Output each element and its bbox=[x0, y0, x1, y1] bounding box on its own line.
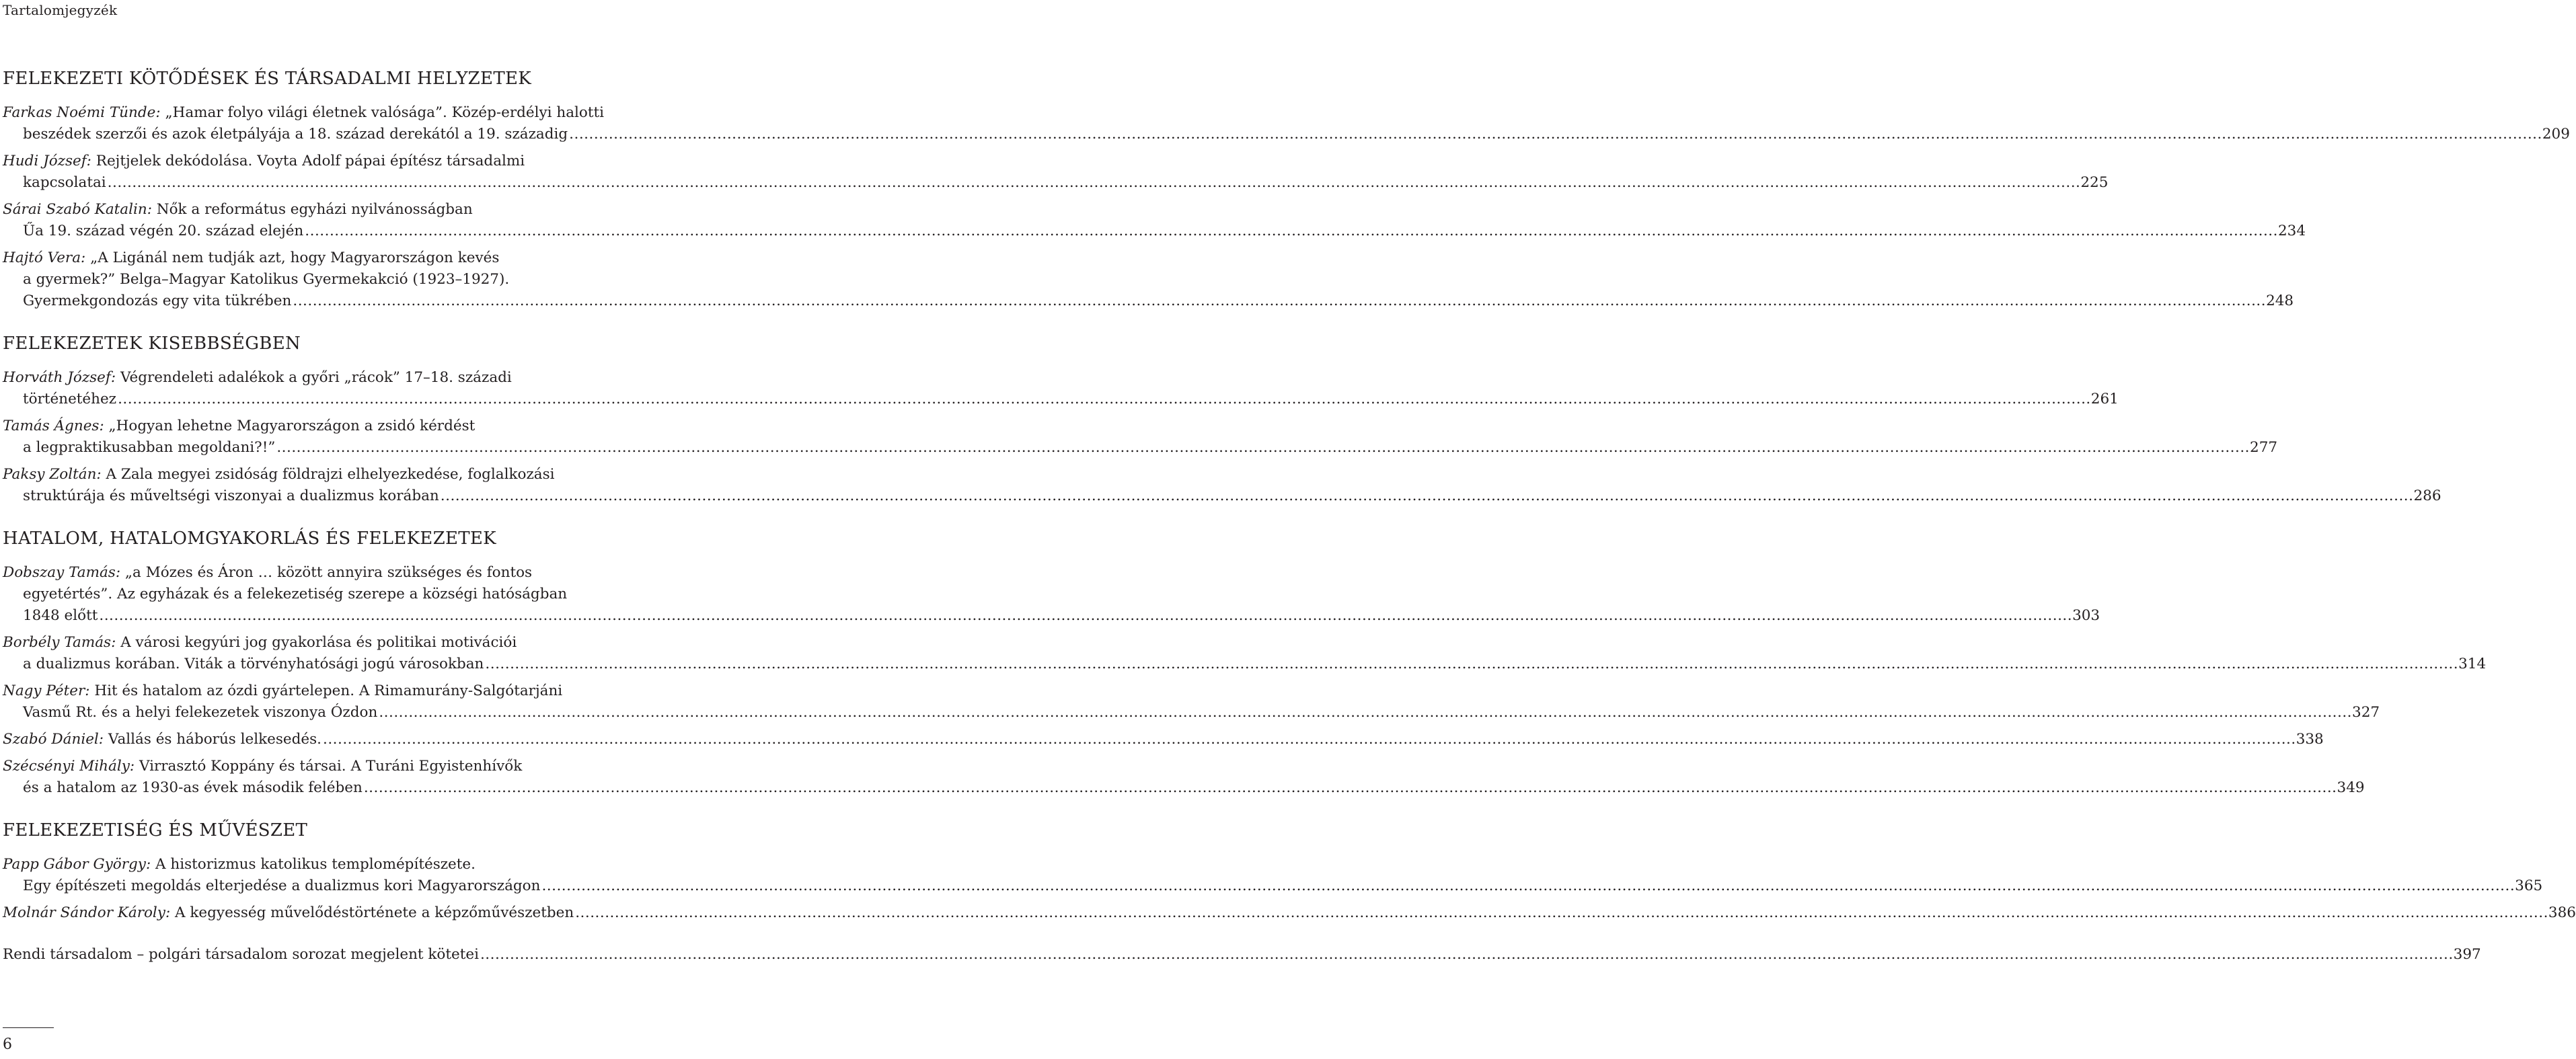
toc-entry bbox=[3, 199, 2306, 242]
entry-title: A Zala megyei zsidóság földrajzi elhelyezkedése, foglalkozási bbox=[106, 466, 555, 483]
section-spacer bbox=[3, 804, 642, 819]
dot-leader: ................................................................................................................................................................................................................................................................................................................................................................................................................ bbox=[480, 946, 2454, 963]
entry-title: és a hatalom az 1930-as évek második felében bbox=[23, 779, 363, 796]
entry-author: Borbély Tamás: bbox=[3, 634, 116, 651]
entry-line bbox=[3, 654, 2487, 675]
entry-line bbox=[3, 464, 642, 485]
entry-line bbox=[3, 221, 2306, 242]
entry-author: Hudi József: bbox=[3, 153, 91, 169]
entry-title: A városi kegyúri jog gyakorlása és politikai motivációi bbox=[120, 634, 517, 651]
entry-title: egyetértés”. Az egyházak és a felekezetiség szerepe a községi hatóságban bbox=[23, 586, 568, 602]
dot-leader: ................................................................................................................................................................................................................................................................................................................................................................................................................ bbox=[323, 731, 2296, 748]
toc-section bbox=[3, 67, 2570, 332]
entry-title: a gyermek?” Belga–Magyar Katolikus Gyermekakció (1923–1927). bbox=[23, 271, 510, 288]
entry-author: Horváth József: bbox=[3, 369, 116, 386]
entry-line bbox=[3, 584, 642, 605]
toc-section bbox=[3, 527, 2487, 819]
toc-entry bbox=[3, 247, 2294, 312]
entry-title: Egy építészeti megoldás elterjedése a dualizmus kori Magyarországon bbox=[23, 877, 541, 894]
table-of-contents bbox=[3, 67, 2576, 966]
footer-rule bbox=[3, 1027, 54, 1028]
entry-text-wrap bbox=[23, 485, 439, 507]
running-head: Tartalomjegyzék bbox=[3, 2, 118, 18]
entry-title: Nők a református egyházi nyilvánosságban bbox=[156, 201, 473, 218]
toc-entry bbox=[3, 729, 2324, 750]
dot-leader: ................................................................................................................................................................................................................................................................................................................................................................................................................ bbox=[363, 779, 2337, 796]
entry-title: Vasmű Rt. és a helyi felekezetek viszonya Ózdon bbox=[23, 704, 378, 721]
dot-leader: ................................................................................................................................................................................................................................................................................................................................................................................................................ bbox=[541, 877, 2515, 894]
toc-entry bbox=[3, 562, 2100, 627]
section-title: FELEKEZETEK KISEBBSÉGBEN bbox=[3, 334, 301, 354]
toc-entry bbox=[3, 854, 2543, 897]
entry-line bbox=[3, 172, 2109, 194]
entry-text-wrap bbox=[3, 902, 574, 924]
entry-author: Hajtó Vera: bbox=[3, 249, 86, 266]
entry-author: Nagy Péter: bbox=[3, 682, 90, 699]
entry-line bbox=[3, 902, 2576, 924]
entry-author: Paksy Zoltán: bbox=[3, 466, 102, 483]
entry-author: Papp Gábor György: bbox=[3, 856, 151, 873]
entry-text-wrap bbox=[23, 702, 377, 723]
section-spacer bbox=[3, 929, 642, 944]
entry-title: „Hogyan lehetne Magyarországon a zsidó kérdést bbox=[108, 418, 476, 434]
entry-title: Rejtjelek dekódolása. Voyta Adolf pápai építész társadalmi bbox=[96, 153, 525, 169]
entry-title: a dualizmus korában. Viták a törvényhatósági jogú városokban bbox=[23, 656, 484, 672]
entry-title: Vallás és háborús lelkesedés. bbox=[108, 731, 321, 748]
entry-line bbox=[3, 367, 642, 389]
section-title: FELEKEZETISÉG ÉS MŰVÉSZET bbox=[3, 820, 308, 840]
section-spacer bbox=[3, 512, 642, 527]
entry-text-wrap bbox=[3, 729, 321, 750]
entry-title: beszédek szerzői és azok életpályája a 18. század derekától a 19. századig bbox=[23, 126, 568, 143]
final-entry-text: Rendi társadalom – polgári társadalom sorozat megjelent kötetei bbox=[3, 946, 479, 963]
entry-author: Szabó Dániel: bbox=[3, 731, 104, 748]
entry-author: Tamás Ágnes: bbox=[3, 418, 104, 434]
entry-page: 327 bbox=[2352, 704, 2380, 721]
entry-line bbox=[3, 632, 642, 654]
entry-title: a legpraktikusabban megoldani?!” bbox=[23, 439, 276, 456]
toc-entry bbox=[3, 102, 2570, 145]
final-entry bbox=[3, 944, 2481, 966]
entry-line bbox=[3, 102, 642, 124]
entry-text-wrap bbox=[23, 290, 291, 312]
entry-line bbox=[3, 777, 2365, 799]
entry-line bbox=[3, 702, 2380, 723]
entry-title: Űa 19. század végén 20. század elején bbox=[23, 223, 304, 239]
entry-author: Molnár Sándor Károly: bbox=[3, 904, 171, 921]
entry-title: 1848 előtt bbox=[23, 607, 98, 624]
entry-title: „a Mózes és Áron … között annyira szükséges és fontos bbox=[124, 564, 533, 581]
entry-title: „Hamar folyo világi életnek valósága”. Közép-erdélyi halotti bbox=[165, 104, 605, 121]
dot-leader: ................................................................................................................................................................................................................................................................................................................................................................................................................ bbox=[276, 439, 2250, 456]
entry-line bbox=[3, 562, 642, 584]
toc-entry bbox=[3, 902, 2576, 924]
entry-line bbox=[3, 437, 2278, 459]
entry-title: Végrendeleti adalékok a győri „rácok” 17–18. századi bbox=[120, 369, 512, 386]
entry-line bbox=[3, 269, 642, 290]
entry-title: Gyermekgondozás egy vita tükrében bbox=[23, 292, 292, 309]
toc-entry bbox=[3, 416, 2278, 459]
dot-leader: ................................................................................................................................................................................................................................................................................................................................................................................................................ bbox=[99, 607, 2073, 624]
toc-section bbox=[3, 332, 2441, 527]
toc-entry bbox=[3, 464, 2441, 507]
entry-page: 349 bbox=[2337, 779, 2365, 796]
toc-entry bbox=[3, 367, 2119, 410]
entry-title: történetéhez bbox=[23, 391, 117, 407]
entry-text-wrap bbox=[23, 437, 275, 459]
dot-leader: ................................................................................................................................................................................................................................................................................................................................................................................................................ bbox=[118, 391, 2091, 407]
entry-title: kapcsolatai bbox=[23, 174, 106, 191]
entry-author: Dobszay Tamás: bbox=[3, 564, 121, 581]
entry-line bbox=[3, 854, 642, 875]
entry-page: 365 bbox=[2515, 877, 2543, 894]
dot-leader: ................................................................................................................................................................................................................................................................................................................................................................................................................ bbox=[107, 174, 2081, 191]
toc-entry bbox=[3, 632, 2487, 675]
entry-line bbox=[3, 756, 642, 777]
entry-page: 261 bbox=[2090, 391, 2119, 407]
entry-line bbox=[3, 124, 2570, 145]
entry-text-wrap bbox=[23, 777, 363, 799]
entry-page: 277 bbox=[2250, 439, 2278, 456]
entry-text-wrap bbox=[23, 654, 484, 675]
entry-line bbox=[3, 389, 2119, 410]
entry-text-wrap bbox=[23, 124, 568, 145]
entry-text-wrap bbox=[23, 172, 106, 194]
dot-leader: ................................................................................................................................................................................................................................................................................................................................................................................................................ bbox=[440, 487, 2414, 504]
section-spacer bbox=[3, 317, 642, 332]
entry-page: 386 bbox=[2548, 904, 2576, 921]
entry-page: 225 bbox=[2080, 174, 2109, 191]
entry-author: Szécsényi Mihály: bbox=[3, 758, 135, 775]
toc-entry bbox=[3, 151, 2109, 194]
entry-page: 248 bbox=[2266, 292, 2294, 309]
entry-text-wrap bbox=[23, 389, 116, 410]
dot-leader: ................................................................................................................................................................................................................................................................................................................................................................................................................ bbox=[379, 704, 2353, 721]
entry-line bbox=[3, 199, 642, 221]
entry-line bbox=[3, 247, 642, 269]
entry-line bbox=[3, 290, 2294, 312]
entry-line bbox=[3, 875, 2543, 897]
page-number: 6 bbox=[3, 1036, 12, 1053]
entry-title: A historizmus katolikus templomépítészete. bbox=[155, 856, 476, 873]
entry-line bbox=[3, 151, 642, 172]
entry-author: Farkas Noémi Tünde: bbox=[3, 104, 161, 121]
dot-leader: ................................................................................................................................................................................................................................................................................................................................................................................................................ bbox=[485, 656, 2459, 672]
entry-title: „A Ligánál nem tudják azt, hogy Magyarországon kevés bbox=[90, 249, 500, 266]
entry-page: 303 bbox=[2072, 607, 2100, 624]
entry-page: 286 bbox=[2413, 487, 2441, 504]
entry-line bbox=[3, 605, 2100, 627]
entry-line bbox=[3, 485, 2441, 507]
toc-entry bbox=[3, 756, 2365, 799]
toc-entry bbox=[3, 680, 2380, 723]
entry-text-wrap bbox=[23, 221, 303, 242]
entry-title: struktúrája és műveltségi viszonyai a dualizmus korában bbox=[23, 487, 439, 504]
entry-text-wrap bbox=[23, 875, 540, 897]
entry-page: 314 bbox=[2458, 656, 2487, 672]
entry-text-wrap bbox=[23, 605, 98, 627]
entry-page: 338 bbox=[2296, 731, 2324, 748]
entry-line bbox=[3, 729, 2324, 750]
entry-page: 234 bbox=[2277, 223, 2306, 239]
entry-line bbox=[3, 416, 642, 437]
entry-author: Sárai Szabó Katalin: bbox=[3, 201, 152, 218]
entry-title: A kegyesség művelődéstörténete a képzőművészetben bbox=[175, 904, 574, 921]
toc-section bbox=[3, 819, 2576, 944]
section-title: HATALOM, HATALOMGYAKORLÁS ÉS FELEKEZETEK bbox=[3, 528, 496, 549]
final-entry-page: 397 bbox=[2453, 946, 2481, 963]
entry-page: 209 bbox=[2542, 126, 2570, 143]
dot-leader: ................................................................................................................................................................................................................................................................................................................................................................................................................ bbox=[569, 126, 2542, 143]
dot-leader: ................................................................................................................................................................................................................................................................................................................................................................................................................ bbox=[293, 292, 2267, 309]
entry-line bbox=[3, 680, 642, 702]
entry-title: Virrasztó Koppány és társai. A Turáni Egyistenhívők bbox=[139, 758, 523, 775]
dot-leader: ................................................................................................................................................................................................................................................................................................................................................................................................................ bbox=[305, 223, 2278, 239]
section-title: FELEKEZETI KÖTŐDÉSEK ÉS TÁRSADALMI HELYZETEK bbox=[3, 69, 531, 89]
dot-leader: ................................................................................................................................................................................................................................................................................................................................................................................................................ bbox=[575, 904, 2548, 921]
entry-title: Hit és hatalom az ózdi gyártelepen. A Rimamurány-Salgótarjáni bbox=[94, 682, 563, 699]
